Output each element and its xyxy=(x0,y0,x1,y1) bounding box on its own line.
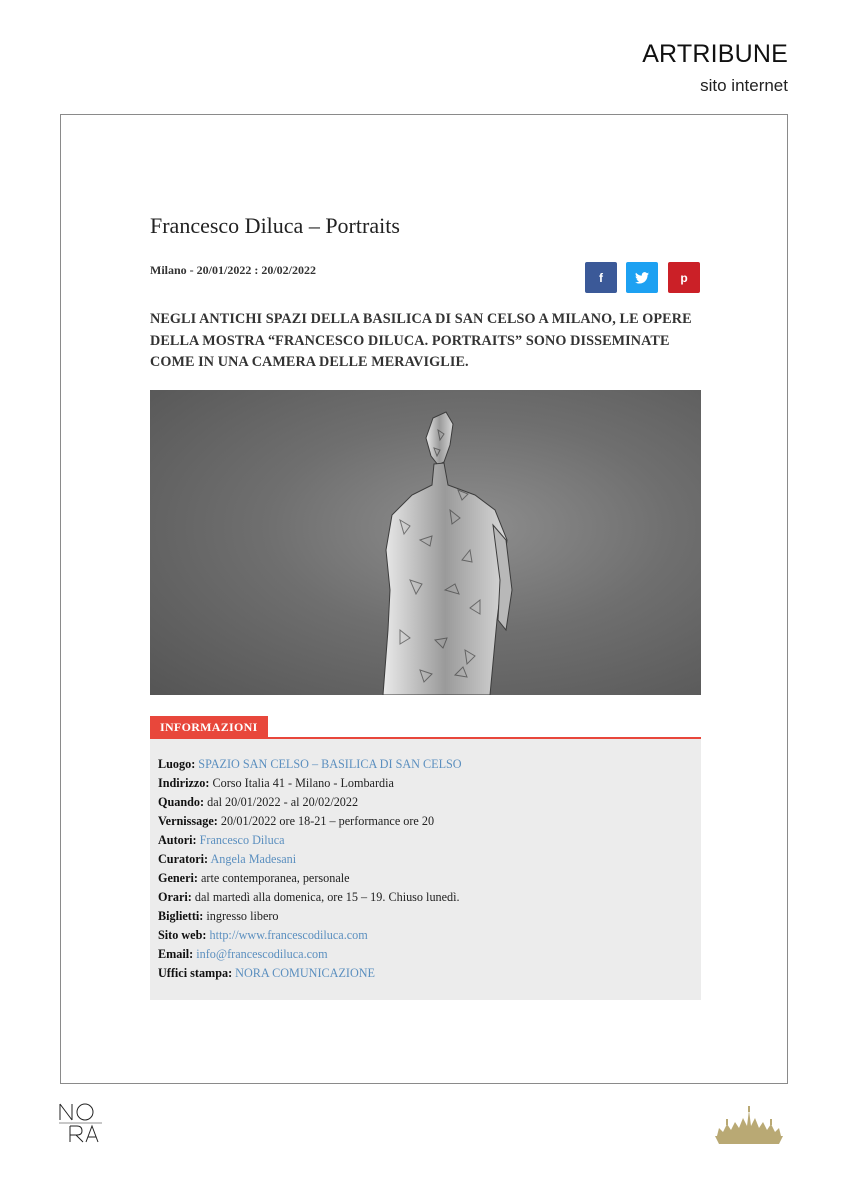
twitter-icon xyxy=(635,272,649,284)
info-label: Luogo: xyxy=(158,757,196,771)
info-label: Biglietti: xyxy=(158,909,204,923)
publication-title: ARTRIBUNE xyxy=(642,40,788,68)
info-label: Autori: xyxy=(158,833,197,847)
info-tab: INFORMAZIONI xyxy=(150,716,268,738)
info-label: Email: xyxy=(158,947,194,961)
article-meta: Milano - 20/01/2022 : 20/02/2022 xyxy=(150,263,316,277)
info-label: Uffici stampa: xyxy=(158,966,233,980)
info-row-autori xyxy=(158,831,693,850)
crown-logo xyxy=(713,1106,785,1144)
article-lead: NEGLI ANTICHI SPAZI DELLA BASILICA DI SAN CELSO A MILANO, LE OPERE DELLA MOSTRA “FRANCESCO DILUCA. PORTRAITS” SONO DISSEMINATE COME IN UNA CAMERA DELLE MERAVIGLIE. xyxy=(150,311,692,370)
info-row-vernissage xyxy=(158,812,693,831)
publication-subtitle: sito internet xyxy=(700,76,788,95)
press-office-link[interactable]: NORA COMUNICAZIONE xyxy=(235,966,375,980)
butterfly-sculpture-image xyxy=(150,390,701,695)
venue-link[interactable]: SPAZIO SAN CELSO – BASILICA DI SAN CELSO xyxy=(198,757,462,771)
info-row-sito-web xyxy=(158,926,693,945)
facebook-icon: f xyxy=(599,270,603,285)
info-row-luogo xyxy=(158,755,693,774)
info-row-indirizzo xyxy=(158,774,693,793)
info-value: ingresso libero xyxy=(206,909,279,923)
author-link[interactable]: Francesco Diluca xyxy=(199,833,285,847)
info-row-generi xyxy=(158,869,693,888)
info-label: Generi: xyxy=(158,871,198,885)
info-value: arte contemporanea, personale xyxy=(200,871,350,885)
email-link[interactable]: info@francescodiluca.com xyxy=(196,947,328,961)
facebook-share-button[interactable] xyxy=(585,262,617,293)
info-label: Vernissage: xyxy=(158,814,218,828)
info-label: Indirizzo: xyxy=(158,776,210,790)
nora-logo xyxy=(58,1101,104,1145)
curator-link[interactable]: Angela Madesani xyxy=(210,852,297,866)
pinterest-share-button[interactable] xyxy=(668,262,700,293)
artwork-photo xyxy=(150,390,701,695)
info-row-uffici-stampa xyxy=(158,964,693,983)
info-row-orari xyxy=(158,888,693,907)
info-row-email xyxy=(158,945,693,964)
info-label: Orari: xyxy=(158,890,192,904)
info-label: Curatori: xyxy=(158,852,209,866)
info-row-curatori xyxy=(158,850,693,869)
info-panel xyxy=(150,739,701,1000)
pinterest-icon: p xyxy=(680,270,688,285)
info-value: Corso Italia 41 - Milano - Lombardia xyxy=(212,776,394,790)
article-title: Francesco Diluca – Portraits xyxy=(150,213,400,238)
info-row-biglietti xyxy=(158,907,693,926)
info-row-quando xyxy=(158,793,693,812)
website-link[interactable]: http://www.francescodiluca.com xyxy=(209,928,368,942)
info-label: Quando: xyxy=(158,795,205,809)
info-label: Sito web: xyxy=(158,928,207,942)
info-value: 20/01/2022 ore 18-21 – performance ore 20 xyxy=(220,814,435,828)
info-value: dal martedì alla domenica, ore 15 – 19. Chiuso lunedì. xyxy=(194,890,460,904)
twitter-share-button[interactable] xyxy=(626,262,658,293)
info-value: dal 20/01/2022 - al 20/02/2022 xyxy=(207,795,359,809)
